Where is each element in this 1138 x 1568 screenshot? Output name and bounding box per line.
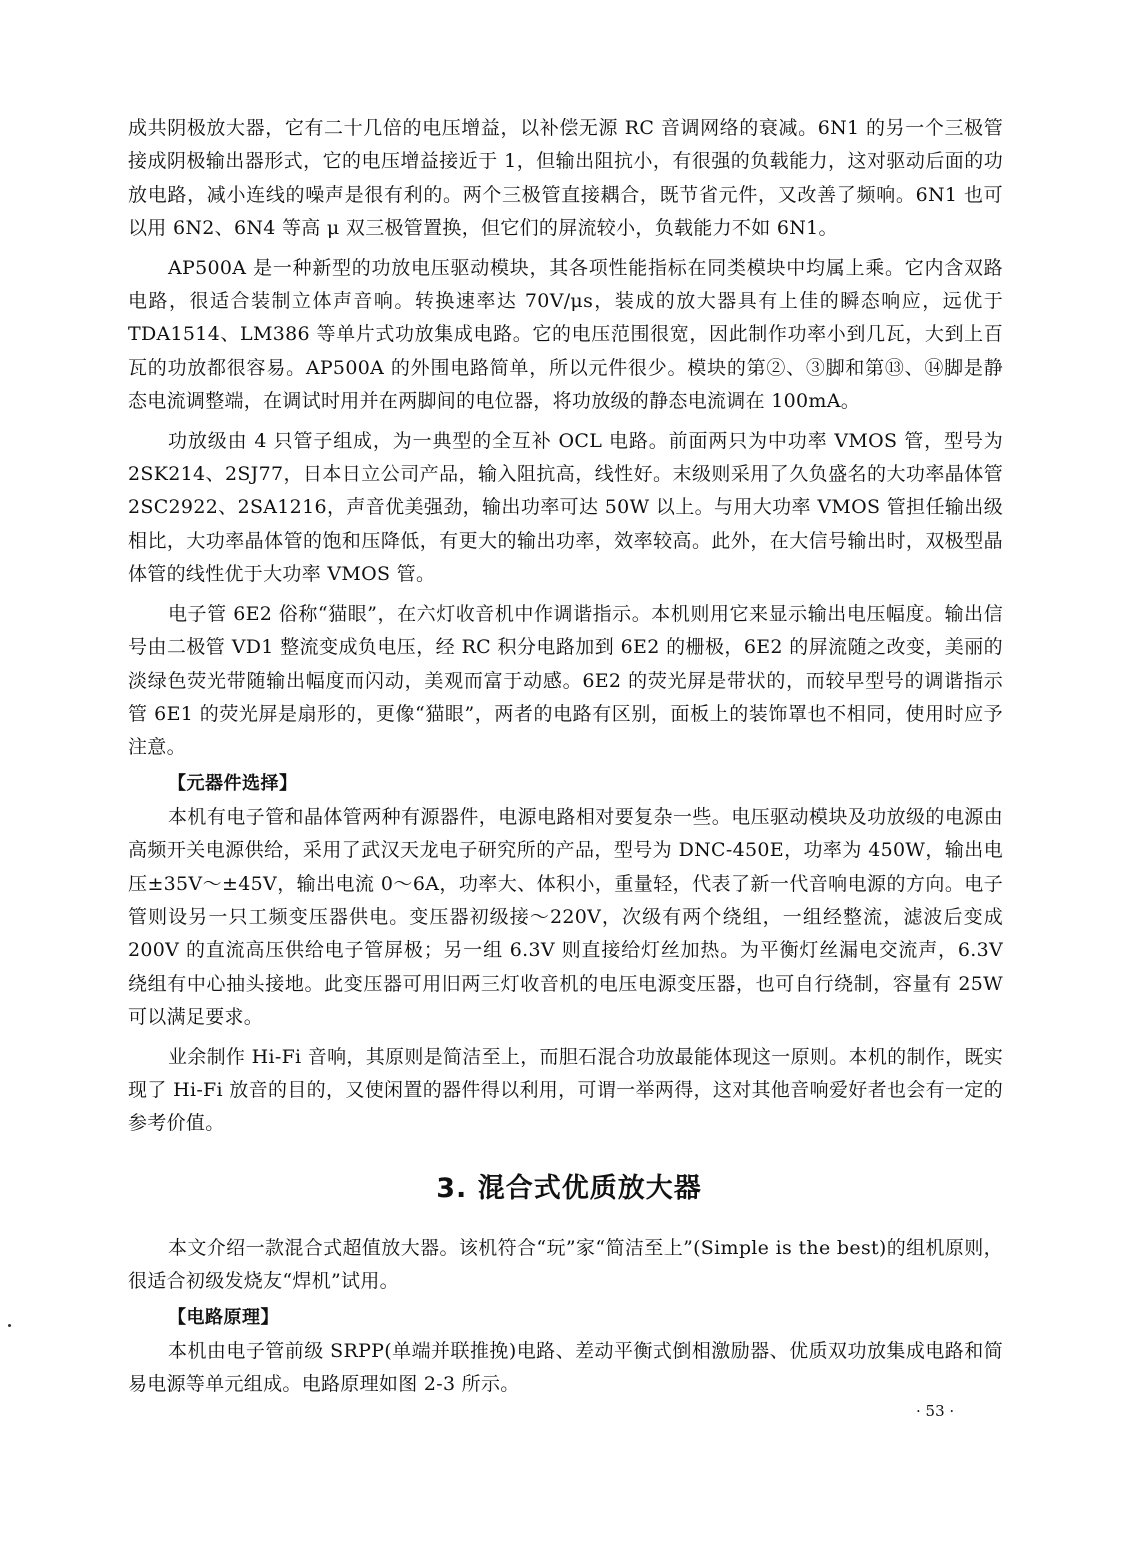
paragraph-circuit: 本机由电子管前级 SRPP(单端并联推挽)电路、差动平衡式倒相激励器、优质双功放集成电路和简易电源等单元组成。电路原理如图 2-3 所示。 xyxy=(128,1339,1003,1396)
chapter-title: 3. 混合式优质放大器 xyxy=(436,1173,702,1204)
section-heading-components: 【元器件选择】 xyxy=(168,772,298,794)
section-heading-circuit: 【电路原理】 xyxy=(168,1306,279,1328)
paragraph-ap500a: AP500A 是一种新型的功放电压驱动模块，其各项性能指标在同类模块中均属上乘。它内含双路电路，很适合装制立体声音响。转换速率达 70V/μs，装成的放大器具有上佳的瞬态响应，远优于 TDA1514、LM386 等单片式功放集成电路。它的电压范围很宽，因此制作功率小到几瓦，大到上百瓦的功放都很容易。AP500A 的外围电路简单，所以元件很少。模块的第②、③脚和第⑬、⑭脚是静态电流调整端，在调试时用并在两脚间的电位器，将功放级的静态电流调在 100mA。 xyxy=(128,256,1003,413)
paragraph-continued: 成共阴极放大器，它有二十几倍的电压增益，以补偿无源 RC 音调网络的衰减。6N1 的另一个三极管接成阴极输出器形式，它的电压增益接近于 1，但输出阻抗小，有很强的负载能力，这对驱动后面的功放电路，减小连线的噪声是很有利的。两个三极管直接耦合，既节省元件，又改善了频响。6N1 也可以用 6N2、6N4 等高 μ 双三极管置换，但它们的屏流较小，负载能力不如 6N1。 xyxy=(128,117,1003,240)
paragraph-intro: 本文介绍一款混合式超值放大器。该机符合“玩”家“简洁至上”(Simple is the best)的组机原则，很适合初级发烧友“焊机”试用。 xyxy=(128,1237,1003,1293)
scan-speck xyxy=(8,1324,11,1327)
paragraph-magic-eye: 电子管 6E2 俗称“猫眼”，在六灯收音机中作调谐指示。本机则用它来显示输出电压幅度。输出信号由二极管 VD1 整流变成负电压，经 RC 积分电路加到 6E2 的栅极，6E2 的屏流随之改变，美丽的淡绿色荧光带随输出幅度而闪动，美观而富于动感。6E2 的荧光屏是带状的，而较早型号的调谐指示管 6E1 的荧光屏是扇形的，更像“猫眼”，两者的电路有区别，面板上的装饰罩也不相同，使用时应予注意。 xyxy=(128,602,1003,759)
paragraph-power-stage: 功放级由 4 只管子组成，为一典型的全互补 OCL 电路。前面两只为中功率 VMOS 管，型号为 2SK214、2SJ77，日本日立公司产品，输入阻抗高，线性好。末级则采用了久负盛名的大功率晶体管 2SC2922、2SA1216，声音优美强劲，输出功率可达 50W 以上。与用大功率 VMOS 管担任输出级相比，大功率晶体管的饱和压降低，有更大的输出功率，效率较高。此外，在大信号输出时，双极型晶体管的线性优于大功率 VMOS 管。 xyxy=(128,429,1003,586)
paragraph-summary: 业余制作 Hi-Fi 音响，其原则是简洁至上，而胆石混合功放最能体现这一原则。本机的制作，既实现了 Hi-Fi 放音的目的，又使闲置的器件得以利用，可谓一举两得，这对其他音响爱好者也会有一定的参考价值。 xyxy=(128,1045,1003,1135)
page-number: · 53 · xyxy=(916,1402,955,1420)
text-block-lower xyxy=(128,1232,1003,1402)
paragraph-components: 本机有电子管和晶体管两种有源器件，电源电路相对要复杂一些。电压驱动模块及功放级的电源由高频开关电源供给，采用了武汉天龙电子研究所的产品，型号为 DNC-450E，功率为 450W，输出电压±35V～±45V，输出电流 0～6A，功率大、体积小，重量轻，代表了新一代音响电源的方向。电子管则设另一只工频变压器供电。变压器初级接～220V，次级有两个绕组，一组经整流，滤波后变成 200V 的直流高压供给电子管屏极；另一组 6.3V 则直接给灯丝加热。为平衡灯丝漏电交流声，6.3V 绕组有中心抽头接地。此变压器可用旧两三灯收音机的电压电源变压器，也可自行绕制，容量有 25W 可以满足要求。 xyxy=(128,805,1003,1029)
text-block-upper xyxy=(128,112,1003,1141)
